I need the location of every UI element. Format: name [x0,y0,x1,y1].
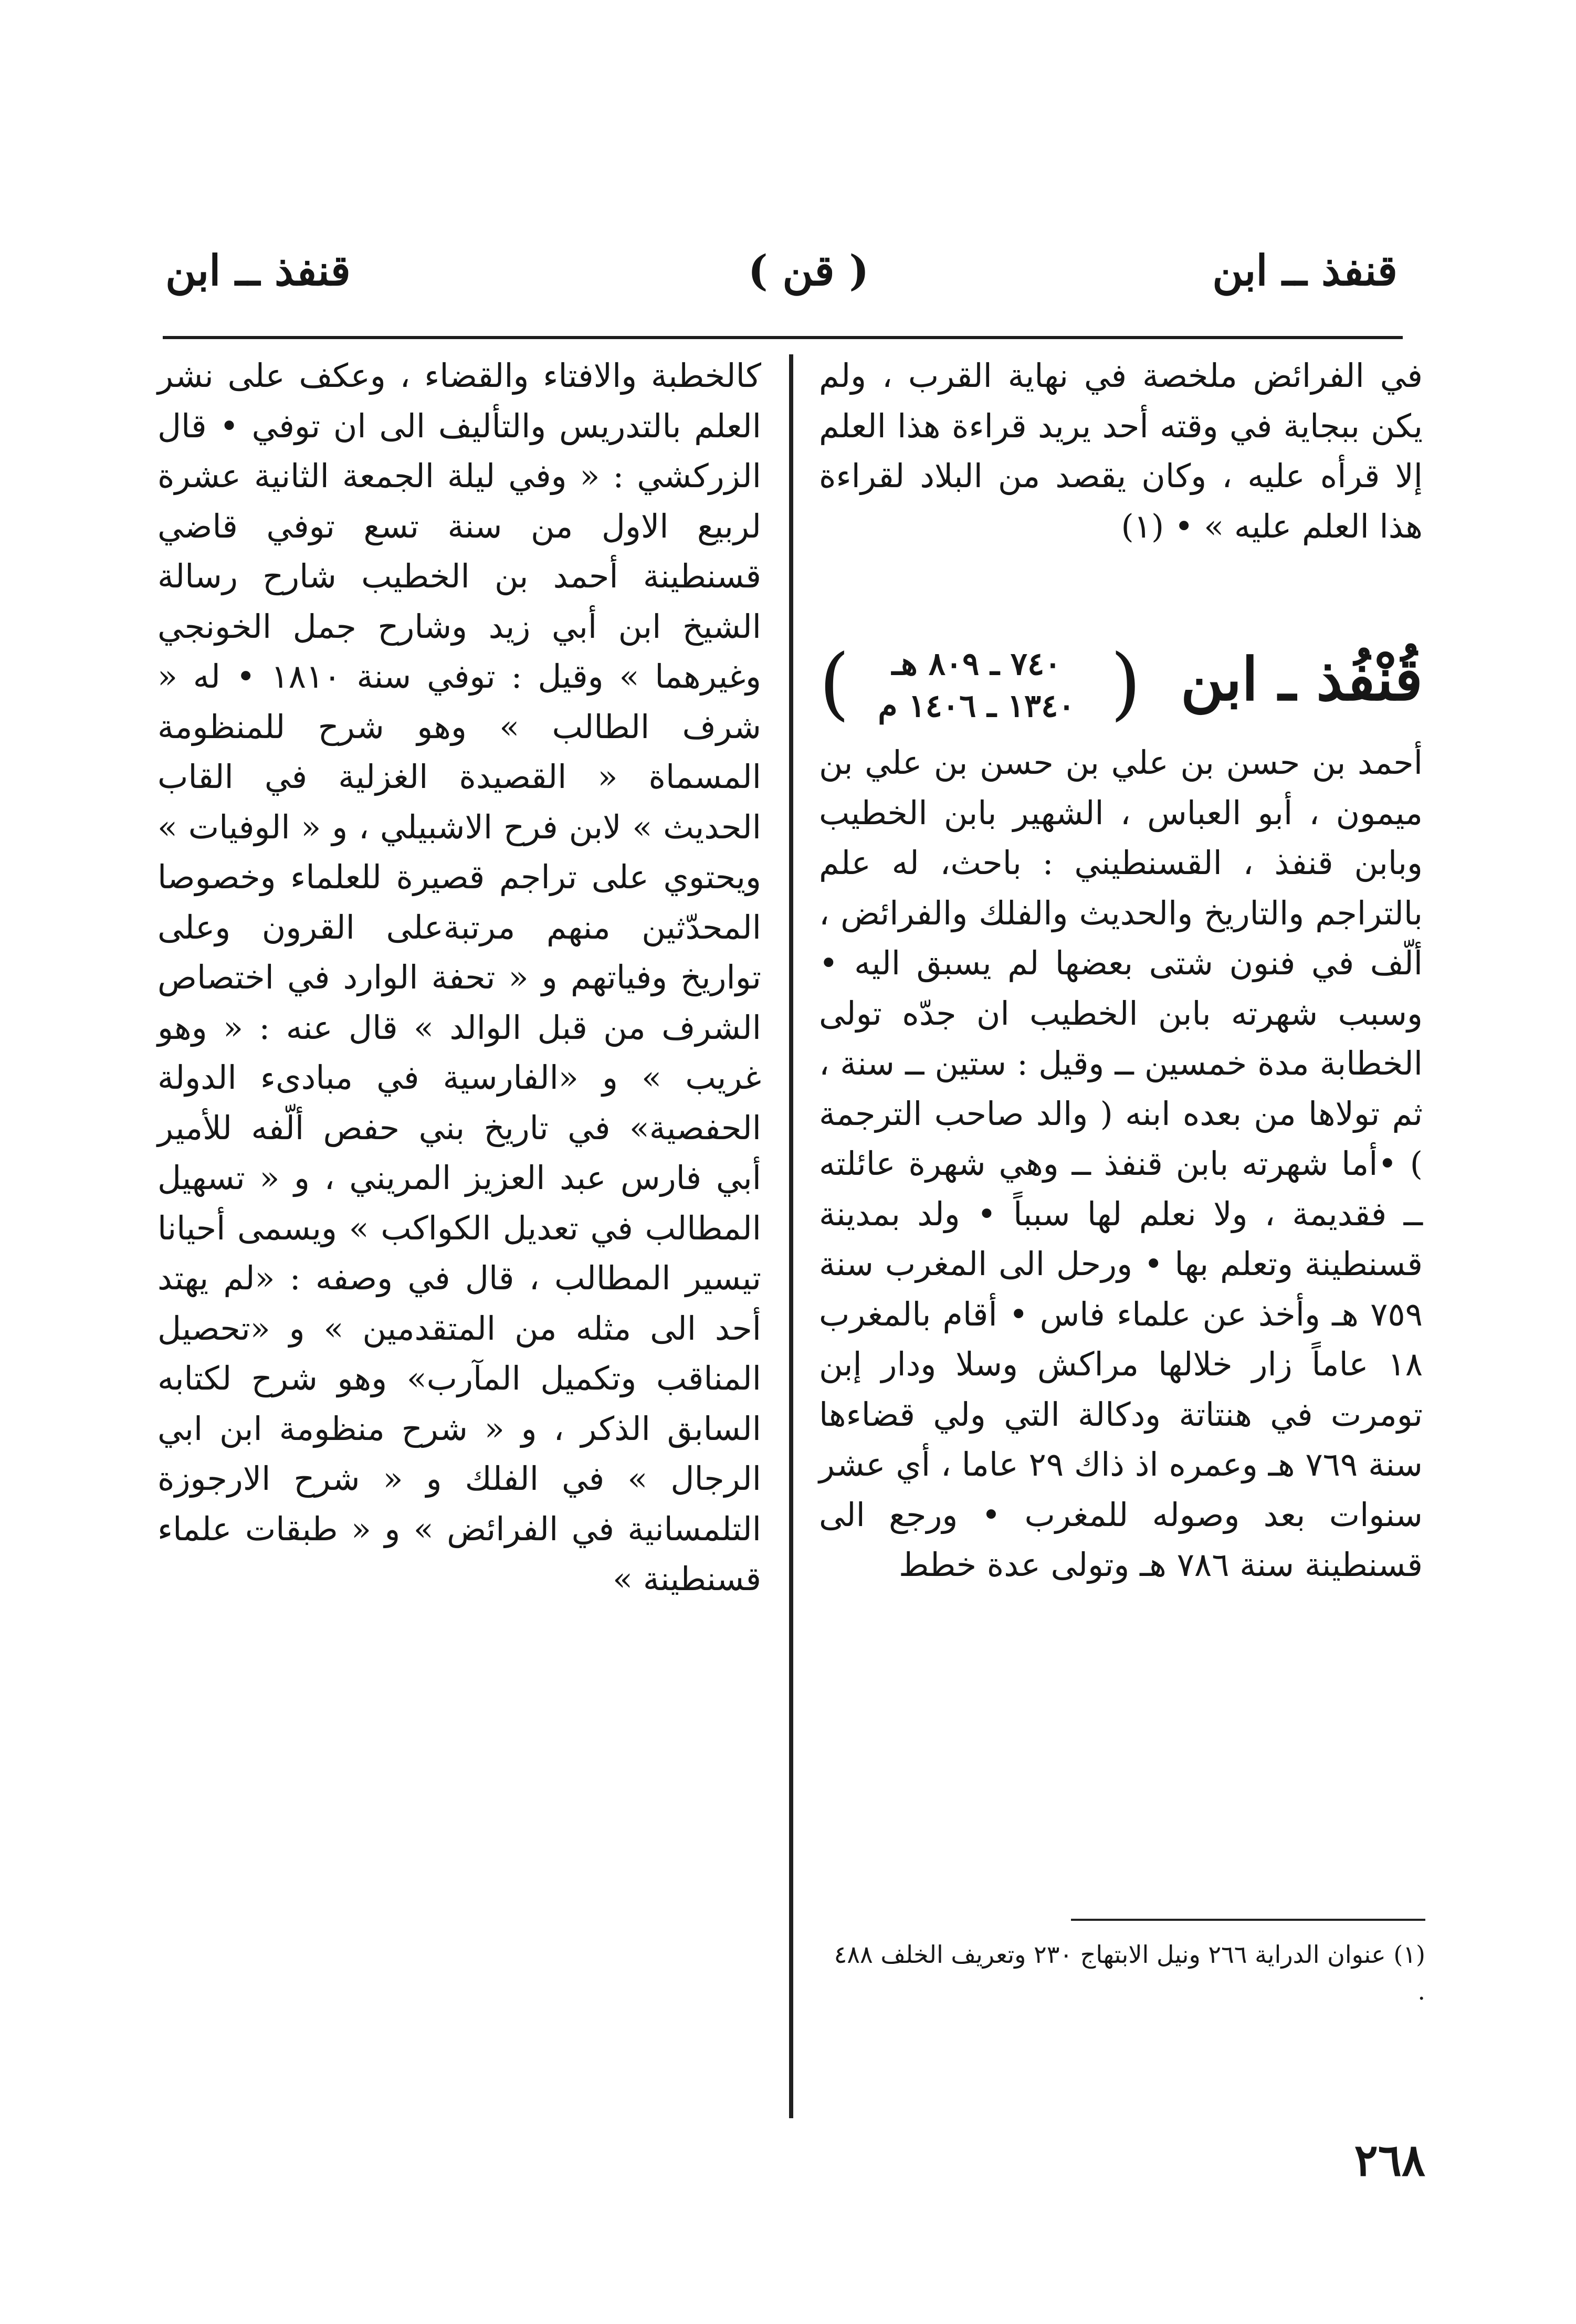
page-number: ٢٦٨ [1354,2134,1425,2186]
running-header-left: قنفذ ــ ابن [165,246,351,295]
footnote: (١) عنوان الدراية ٢٦٦ ونيل الابتهاج ٢٣٠ وتعريف الخلف ٤٨٨ . [834,1940,1425,2005]
header-rule [163,336,1403,339]
intro-paragraph: في الفرائض ملخصة في نهاية القرب ، ولم يكن ببجاية في وقته أحد يريد قراءة هذا العلم إلا قرأه عليه ، وكان يقصد من البلاد لقراءة هذا العلم عليه » • (١) [819,356,1423,545]
right-column-intro [819,351,1423,551]
running-header-center: ( قن ) [748,246,869,295]
entry-dates-gregorian: ١٣٤٠ ـ ١٤٠٦ م [878,688,1075,724]
entry-dates [845,643,1108,727]
entry-dates-hijri: ٧٤٠ ـ ٨٠٩ هـ [891,646,1062,682]
footnote-rule [1071,1919,1425,1921]
column-divider [789,354,793,2118]
entry-body-paragraph: أحمد بن حسن بن علي بن حسن بن علي بن ميمون ، أبو العباس ، الشهير بابن الخطيب وبابن قنفذ ، القسنطيني : باحث، له علم بالتراجم والتاريخ والحديث والفلك والفرائض ، ألّف في فنون شتى بعضها لم يسبق اليه • وسبب شهرته بابن الخطيب ان جدّه تولى الخطابة مدة خمسين ــ وقيل : ستين ــ سنة ، ثم تولاها من بعده ابنه ( والد صاحب الترجمة ) •أما شهرته بابن قنفذ ــ وهي شهرة عائلته ــ فقديمة ، ولا نعلم لها سبباً • ولد بمدينة قسنطينة وتعلم بها • ورحل الى المغرب سنة ٧٥٩ هـ وأخذ عن علماء فاس • أقام بالمغرب ١٨ عاماً زار خلالها مراكش وسلا ودار إبن تومرت في هنتاتة ودكالة التي ولي قضاءها سنة ٧٦٩ هـ وعمره اذ ذاك ٢٩ عاما ، أي عشر سنوات بعد وصوله للمغرب • ورجع الى قسنطينة سنة ٧٨٦ هـ وتولى عدة خطط [819,743,1423,1584]
entry-paren-open: ( [1110,638,1141,729]
right-column-body [819,738,1423,1590]
left-column-body [157,351,761,1604]
continued-paragraph: كالخطبة والافتاء والقضاء ، وعكف على نشر العلم بالتدريس والتأليف الى ان توفي • قال الزركشي : « وفي ليلة الجمعة الثانية عشرة لربيع الاول من سنة تسع توفي قاضي قسنطينة أحمد بن الخطيب شارح رسالة الشيخ ابن أبي زيد وشارح جمل الخونجي وغيرهما » وقيل : توفي سنة ١٨١٠ • له « شرف الطالب » وهو شرح للمنظومة المسماة « القصيدة الغزلية في القاب الحديث » لابن فرح الاشبيلي ، و « الوفيات » ويحتوي على تراجم قصيرة للعلماء وخصوصا المحدّثين منهم مرتبةعلى القرون وعلى تواريخ وفياتهم و « تحفة الوارد في اختصاص الشرف من قبل الوالد » قال عنه : « وهو غريب » و «الفارسية في مبادىء الدولة الحفصية» في تاريخ بني حفص ألّفه للأمير أبي فارس عبد العزيز المريني ، و « تسهيل المطالب في تعديل الكواكب » ويسمى أحيانا تيسير المطالب ، قال في وصفه : «لم يهتد أحد الى مثله من المتقدمين » و «تحصيل المناقب وتكميل المآرب» وهو شرح لكتابه السابق الذكر ، و « شرح منظومة ابن ابي الرجال » في الفلك و « شرح الارجوزة التلمسانية في الفرائض » و « طبقات علماء قسنطينة » [157,356,761,1598]
running-header-right: قنفذ ــ ابن [1212,246,1398,295]
entry-name: قُنْفُذ ـ ابن [1180,645,1423,714]
entry-paren-close: ) [819,638,850,729]
